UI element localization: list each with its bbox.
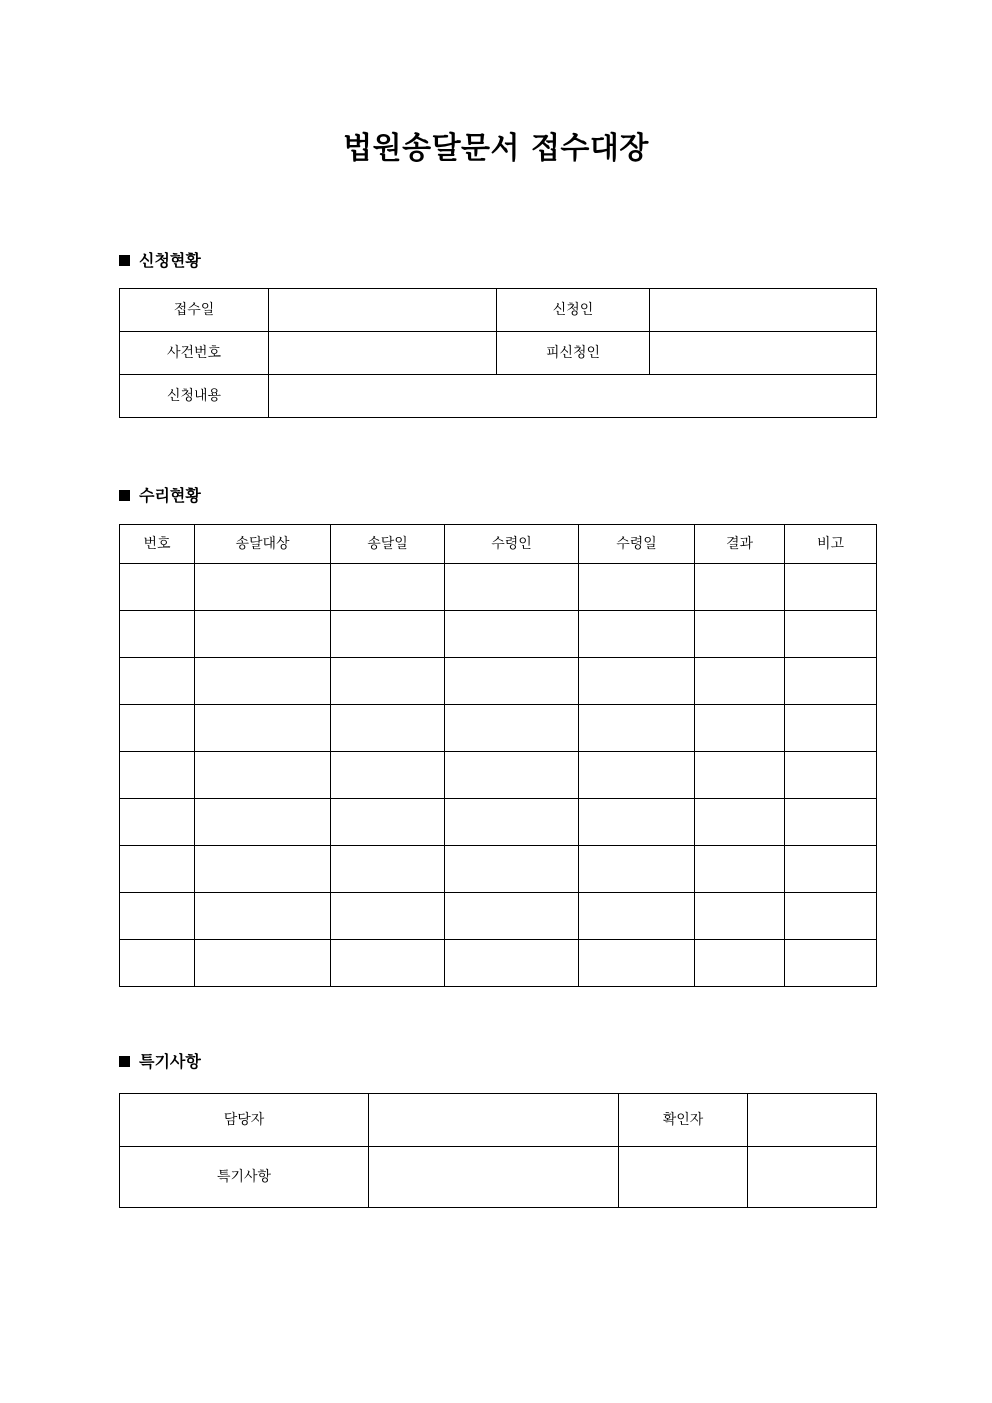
table-row: [120, 705, 877, 752]
table-cell[interactable]: [785, 799, 877, 846]
table-cell[interactable]: [695, 658, 785, 705]
column-header-number: 번호: [120, 525, 195, 564]
page-title: 법원송달문서 접수대장: [343, 131, 649, 166]
table-cell[interactable]: [579, 705, 695, 752]
table-cell[interactable]: [331, 893, 445, 940]
table-cell[interactable]: [785, 893, 877, 940]
table-cell[interactable]: [445, 893, 579, 940]
table-cell[interactable]: [579, 752, 695, 799]
table-cell[interactable]: [785, 705, 877, 752]
section-heading-processing: [119, 487, 201, 505]
filled-square-icon: [119, 1056, 130, 1067]
table-cell[interactable]: [331, 940, 445, 987]
table-cell[interactable]: [195, 658, 331, 705]
column-header-receipt-date: 수령일: [579, 525, 695, 564]
table-cell[interactable]: [579, 893, 695, 940]
field-applicant[interactable]: [650, 289, 877, 332]
table-cell[interactable]: [579, 846, 695, 893]
table-cell[interactable]: [445, 611, 579, 658]
table-cell[interactable]: [331, 705, 445, 752]
column-header-service-date: 송달일: [331, 525, 445, 564]
table-cell[interactable]: [445, 658, 579, 705]
table-cell[interactable]: [120, 752, 195, 799]
table-cell[interactable]: [195, 846, 331, 893]
section-heading-label: 신청현황: [139, 251, 201, 270]
table-cell[interactable]: [785, 658, 877, 705]
table-cell[interactable]: [195, 705, 331, 752]
table-cell[interactable]: [195, 564, 331, 611]
field-officer[interactable]: [369, 1094, 619, 1147]
label-application-content: 신청내용: [120, 375, 269, 418]
table-cell[interactable]: [195, 799, 331, 846]
table-cell[interactable]: [445, 846, 579, 893]
section-heading-application: [119, 252, 201, 270]
field-special-notes[interactable]: [369, 1147, 619, 1208]
table-row: [120, 658, 877, 705]
column-header-service-target: 송달대상: [195, 525, 331, 564]
table-cell[interactable]: [695, 752, 785, 799]
field-receipt-date[interactable]: [269, 289, 497, 332]
column-header-result: 결과: [695, 525, 785, 564]
table-cell[interactable]: [195, 940, 331, 987]
table-cell[interactable]: [120, 799, 195, 846]
field-verifier[interactable]: [748, 1094, 877, 1147]
table-row: [120, 375, 877, 418]
table-cell[interactable]: [445, 705, 579, 752]
table-cell[interactable]: [331, 658, 445, 705]
table-cell[interactable]: [120, 846, 195, 893]
table-cell[interactable]: [195, 893, 331, 940]
filled-square-icon: [119, 490, 130, 501]
table-row: [120, 332, 877, 375]
table-cell[interactable]: [579, 658, 695, 705]
table-cell[interactable]: [195, 752, 331, 799]
table-cell[interactable]: [785, 752, 877, 799]
table-cell[interactable]: [120, 893, 195, 940]
label-receipt-date: 접수일: [120, 289, 269, 332]
table-cell[interactable]: [195, 611, 331, 658]
table-header-row: [120, 525, 877, 564]
filled-square-icon: [119, 255, 130, 266]
table-cell[interactable]: [785, 564, 877, 611]
table-row: [120, 846, 877, 893]
table-cell[interactable]: [695, 611, 785, 658]
table-cell[interactable]: [120, 940, 195, 987]
field-case-number[interactable]: [269, 332, 497, 375]
label-applicant: 신청인: [497, 289, 650, 332]
table-cell[interactable]: [695, 893, 785, 940]
table-row: [120, 289, 877, 332]
label-respondent: 피신청인: [497, 332, 650, 375]
table-row: [120, 940, 877, 987]
table-row: [120, 1147, 877, 1208]
table-cell[interactable]: [695, 705, 785, 752]
column-header-recipient: 수령인: [445, 525, 579, 564]
table-cell[interactable]: [331, 611, 445, 658]
table-cell[interactable]: [445, 940, 579, 987]
table-cell[interactable]: [445, 752, 579, 799]
section-heading-label: 특기사항: [139, 1052, 201, 1071]
table-cell[interactable]: [579, 564, 695, 611]
section-heading-label: 수리현황: [139, 486, 201, 505]
table-cell[interactable]: [120, 611, 195, 658]
table-cell[interactable]: [785, 846, 877, 893]
table-row: [120, 1094, 877, 1147]
label-case-number: 사건번호: [120, 332, 269, 375]
table-cell[interactable]: [445, 564, 579, 611]
table-cell[interactable]: [579, 940, 695, 987]
table-cell[interactable]: [695, 799, 785, 846]
application-status-table: [119, 288, 877, 418]
field-respondent[interactable]: [650, 332, 877, 375]
table-row: [120, 564, 877, 611]
table-cell[interactable]: [785, 940, 877, 987]
table-cell[interactable]: [579, 799, 695, 846]
table-cell[interactable]: [695, 846, 785, 893]
field-special-notes-right[interactable]: [748, 1147, 877, 1208]
table-cell[interactable]: [120, 705, 195, 752]
table-cell[interactable]: [445, 799, 579, 846]
label-officer: 담당자: [120, 1094, 369, 1147]
table-row: [120, 799, 877, 846]
table-row: [120, 893, 877, 940]
table-cell[interactable]: [331, 752, 445, 799]
table-cell[interactable]: [579, 611, 695, 658]
field-special-notes-mid[interactable]: [619, 1147, 748, 1208]
field-application-content[interactable]: [269, 375, 877, 418]
table-row: [120, 752, 877, 799]
table-cell[interactable]: [331, 564, 445, 611]
table-cell[interactable]: [695, 940, 785, 987]
processing-status-table: [119, 524, 877, 987]
table-cell[interactable]: [695, 564, 785, 611]
table-cell[interactable]: [331, 846, 445, 893]
special-notes-table: [119, 1093, 877, 1208]
table-cell[interactable]: [120, 658, 195, 705]
column-header-remarks: 비고: [785, 525, 877, 564]
table-cell[interactable]: [331, 799, 445, 846]
table-cell[interactable]: [120, 564, 195, 611]
section-heading-notes: [119, 1053, 201, 1071]
table-cell[interactable]: [785, 611, 877, 658]
table-row: [120, 611, 877, 658]
label-special-notes: 특기사항: [120, 1147, 369, 1208]
label-verifier: 확인자: [619, 1094, 748, 1147]
